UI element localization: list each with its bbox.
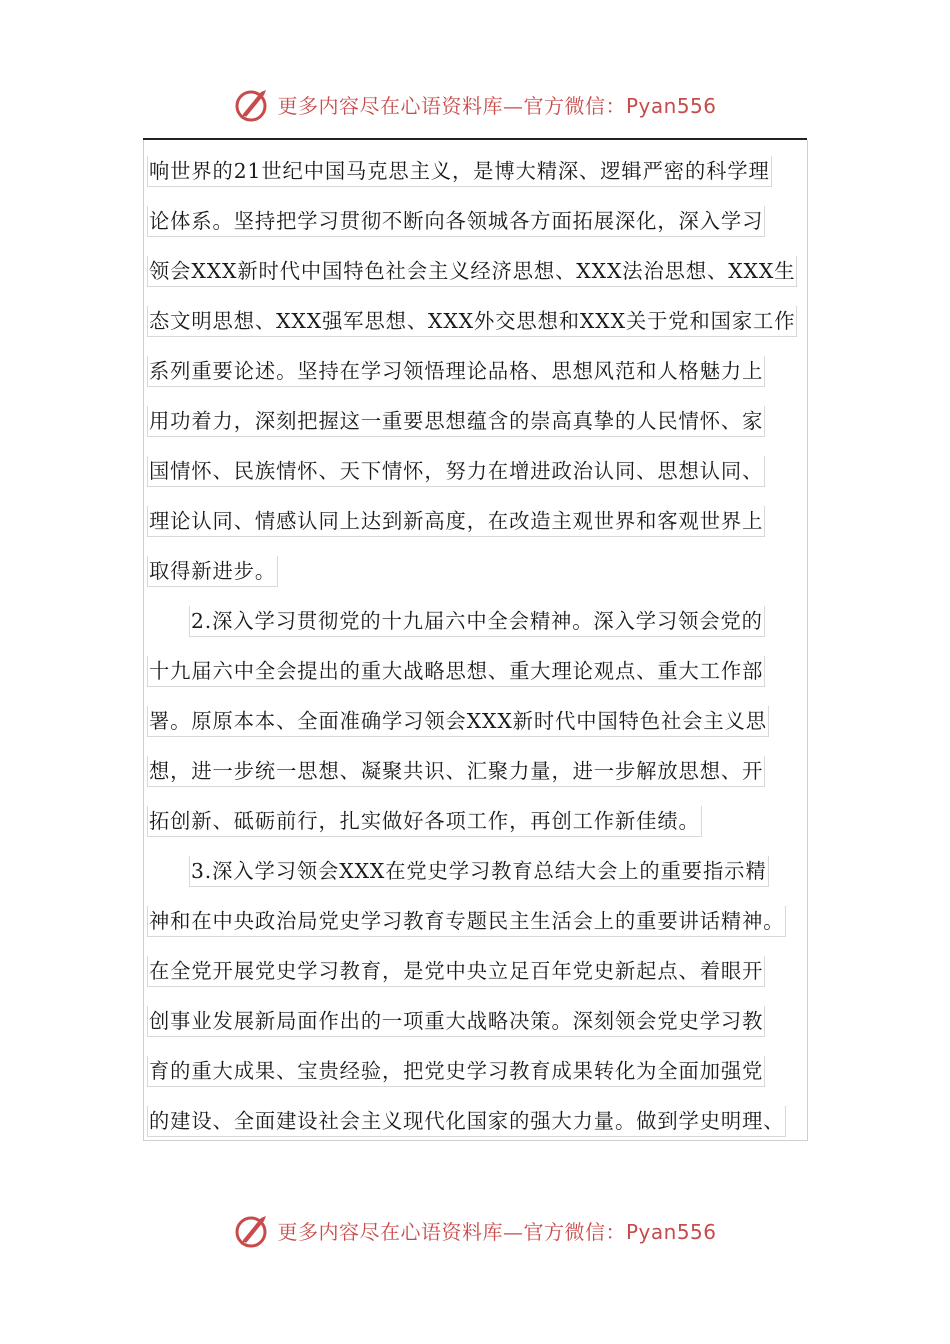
quill-pen-logo-icon [233,1210,273,1250]
text-line: 系列重要论述。坚持在学习领悟理论品格、思想风范和人格魅力上 [147,355,765,387]
banner-text: 更多内容尽在心语资料库—官方微信：Pyan556 [277,93,717,118]
text-line: 取得新进步。 [147,555,278,587]
text-line: 论体系。坚持把学习贯彻不断向各领城各方面拓展深化，深入学习 [147,205,765,237]
text-line: 署。原原本本、全面准确学习领会XXX新时代中国特色社会主义思 [147,705,769,737]
banner-handle: Pyan556 [625,93,717,118]
footer-banner [0,1208,950,1252]
paragraph-heading: 2.深入学习贯彻党的十九届六中全会精神。深入学习领会党的 [189,605,765,637]
text-line: 的建设、全面建设社会主义现代化国家的强大力量。做到学史明理、 [147,1105,786,1137]
quill-pen-logo-icon [233,84,273,124]
text-line: 创事业发展新局面作出的一项重大战略决策。深刻领会党史学习教 [147,1005,765,1037]
text-line: 神和在中央政治局党史学习教育专题民主生活会上的重要讲话精神。 [147,905,786,937]
banner-text: 更多内容尽在心语资料库—官方微信：Pyan556 [277,1219,717,1244]
text-line: 理论认同、情感认同上达到新高度，在改造主观世界和客观世界上 [147,505,765,537]
header-banner [0,82,950,126]
text-line: 想，进一步统一思想、凝聚共识、汇聚力量，进一步解放思想、开 [147,755,765,787]
text-line: 用功着力，深刻把握这一重要思想蕴含的崇高真挚的人民情怀、家 [147,405,765,437]
paragraph-heading: 3.深入学习领会XXX在党史学习教育总结大会上的重要指示精 [189,855,769,887]
text-line: 态文明思想、XXX强军思想、XXX外交思想和XXX关于党和国家工作 [147,305,797,337]
text-line: 育的重大成果、宝贵经验，把党史学习教育成果转化为全面加强党 [147,1055,765,1087]
text-frame [143,140,808,1141]
text-line: 十九届六中全会提出的重大战略思想、重大理论观点、重大工作部 [147,655,765,687]
text-line: 领会XXX新时代中国特色社会主义经济思想、XXX法治思想、XXX生 [147,255,797,287]
banner-handle: Pyan556 [625,1219,717,1244]
text-line: 拓创新、砥砺前行，扎实做好各项工作，再创工作新佳绩。 [147,805,702,837]
text-line: 国情怀、民族情怀、天下情怀，努力在增进政治认同、思想认同、 [147,455,765,487]
text-line: 响世界的21世纪中国马克思主义，是博大精深、逻辑严密的科学理 [147,155,772,187]
text-line: 在全党开展党史学习教育，是党中央立足百年党史新起点、着眼开 [147,955,765,987]
